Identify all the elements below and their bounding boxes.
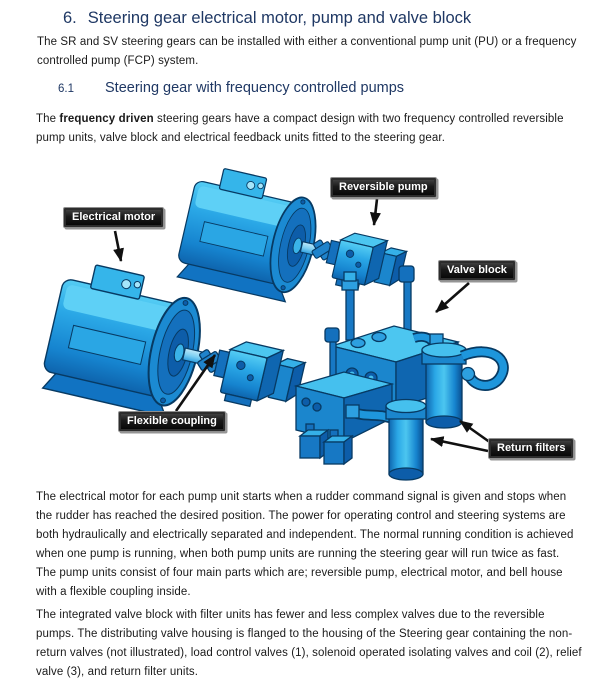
arrow-electrical-motor bbox=[115, 231, 121, 261]
label-return-filters: Return filters bbox=[488, 438, 574, 459]
fcp-paragraph bbox=[36, 110, 582, 148]
section-title: Steering gear electrical motor, pump and valve block bbox=[87, 9, 472, 27]
subsection-title: Steering gear with frequency controlled pumps bbox=[105, 80, 405, 96]
arrow-return-filter-right bbox=[460, 421, 491, 443]
subsection-number: 6.1 bbox=[58, 83, 74, 95]
intro-paragraph: The SR and SV steering gears can be installed with either a conventional pump unit (PU) or a frequency controlled pump (FCP) system. bbox=[37, 36, 577, 67]
section-heading bbox=[63, 9, 471, 28]
arrow-reversible-pump bbox=[374, 199, 377, 225]
label-flexible-coupling: Flexible coupling bbox=[118, 411, 226, 432]
label-valve-block: Valve block bbox=[438, 260, 516, 281]
section-number: 6. bbox=[63, 9, 77, 27]
label-reversible-pump: Reversible pump bbox=[330, 177, 437, 198]
valveblock-paragraph: The integrated valve block with filter units has fewer and less complex valves due to the reversible pumps. The distributing valve housing is flanged to the housing of the Steering gear containing the non-return valves (not illustrated), load control valves (1), solenoid operated isolating valves and coil (2), relief valve (3), and return filter units. bbox=[36, 609, 582, 678]
arrow-return-filter-left bbox=[431, 439, 488, 451]
arrow-valve-block bbox=[436, 283, 469, 312]
figure-steering-gear-components bbox=[0, 150, 609, 488]
fcp-text-bold: frequency driven bbox=[59, 113, 154, 125]
label-electrical-motor: Electrical motor bbox=[63, 207, 164, 228]
operation-paragraph: The electrical motor for each pump unit starts when a rudder command signal is given and stops when the rudder has reached the desired position. The power for operating control and steering systems are both hydraulically and electrically separated and independent. The normal running condition is achieved when one pump is running, when both pump units are running the steering gear will run twice as fast. The pump units consist of four main parts which are; reversible pump, electrical motor, and bell house with a flexible coupling inside. bbox=[36, 491, 574, 598]
fcp-text-lead: The bbox=[36, 113, 60, 125]
subsection-heading bbox=[58, 80, 404, 96]
fcp-text-rest: steering gears have a compact design with two frequency controlled reversible pump units, valve block and electrical feedback units fitted to the steering gear. bbox=[36, 113, 564, 144]
